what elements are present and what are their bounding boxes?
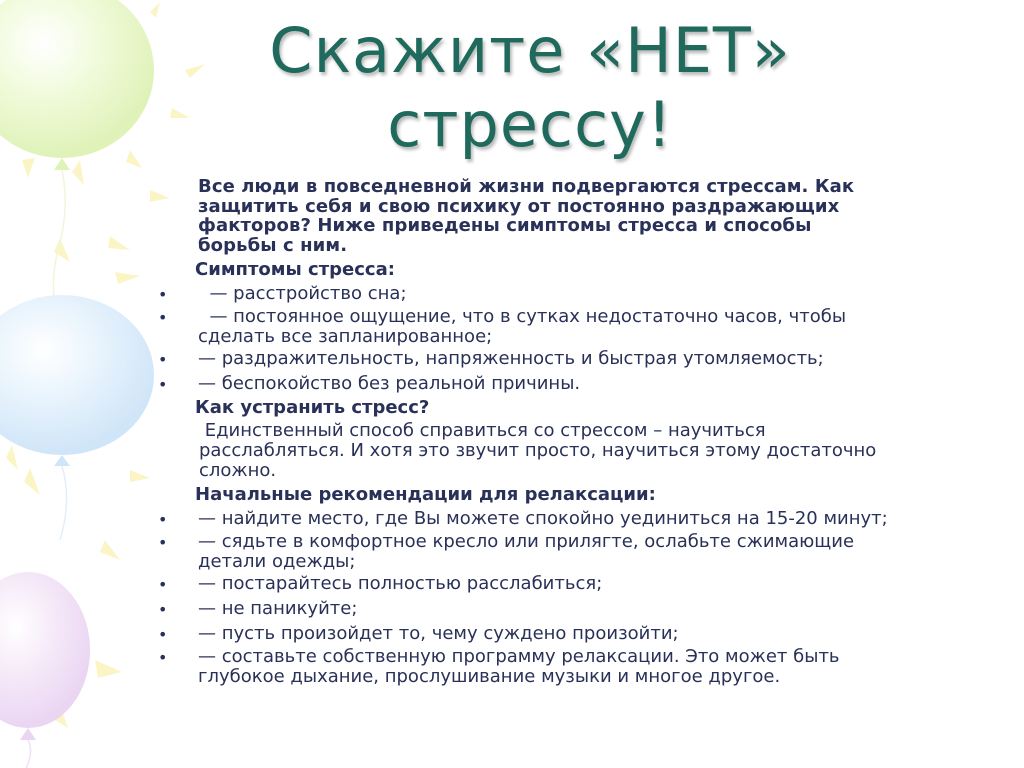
bullet-text: [198, 532, 958, 572]
intro-line: борьбы с ним.: [198, 234, 348, 256]
bullet-icon: •: [158, 648, 168, 667]
bullet-line: — пусть произойдет то, чему суждено произойти;: [198, 623, 679, 644]
bullet-line: — раздражительность, напряженность и быстрая утомляемость;: [198, 348, 824, 369]
bullet-icon: •: [158, 285, 168, 304]
title-line-1: Скажите «НЕТ»: [269, 14, 791, 87]
symptoms-heading: Симптомы стресса:: [195, 259, 395, 280]
how-to-line: Единственный способ справиться со стрессом – научиться: [199, 420, 766, 441]
bullet-icon: •: [158, 625, 168, 644]
bullet-text: [198, 574, 958, 594]
bullet-icon: •: [158, 533, 168, 552]
bullet-text: [198, 509, 958, 529]
bullet-icon: •: [158, 600, 168, 619]
bullet-line: — постарайтесь полностью расслабиться;: [198, 573, 603, 594]
bullet-line: — постоянное ощущение, что в сутках недостаточно часов, чтобы: [198, 306, 847, 327]
intro-line: Все люди в повседневной жизни подвергаются стрессам. Как: [198, 176, 855, 197]
title-line-2: стрессу!: [387, 88, 673, 161]
how-to-line: расслабляться. И хотя это звучит просто, научиться этому достаточно: [199, 440, 877, 461]
how-to-line: сложно.: [199, 460, 277, 481]
bullet-icon: •: [158, 308, 168, 327]
bullet-line: — найдите место, где Вы можете спокойно уединиться на 15-20 минут;: [198, 508, 888, 529]
bullet-line: глубокое дыхание, прослушивание музыки и многое другое.: [198, 666, 781, 687]
bullet-icon: •: [158, 510, 168, 529]
bullet-text: [198, 284, 958, 304]
intro-paragraph: [198, 177, 938, 255]
bullet-text: [198, 307, 958, 347]
bullet-line: — беспокойство без реальной причины.: [198, 373, 581, 394]
bullet-icon: •: [158, 575, 168, 594]
bullet-text: [198, 647, 958, 687]
intro-line: защитить себя и свою психику от постоянно раздражающих: [198, 195, 840, 217]
bullet-text: [198, 624, 958, 644]
bullet-line: сделать все запланированное;: [198, 326, 493, 347]
bullet-line: — сядьте в комфортное кресло или прилягте, ослабьте сжимающие: [198, 531, 855, 552]
bullet-line: — не паникуйте;: [198, 598, 358, 619]
bullet-line: — расстройство сна;: [198, 283, 407, 304]
bullet-text: [198, 374, 958, 394]
bullet-icon: •: [158, 375, 168, 394]
bullet-line: детали одежды;: [198, 551, 356, 572]
recommendations-heading: Начальные рекомендации для релаксации:: [195, 484, 656, 505]
bullet-text: [198, 349, 958, 369]
intro-line: факторов? Ниже приведены симптомы стресса и способы: [198, 215, 812, 236]
bullet-icon: •: [158, 350, 168, 369]
bullet-text: [198, 599, 958, 619]
how-to-heading: Как устранить стресс?: [195, 397, 430, 418]
bullet-line: — составьте собственную программу релаксации. Это может быть: [198, 646, 840, 667]
how-to-paragraph: [199, 421, 959, 481]
